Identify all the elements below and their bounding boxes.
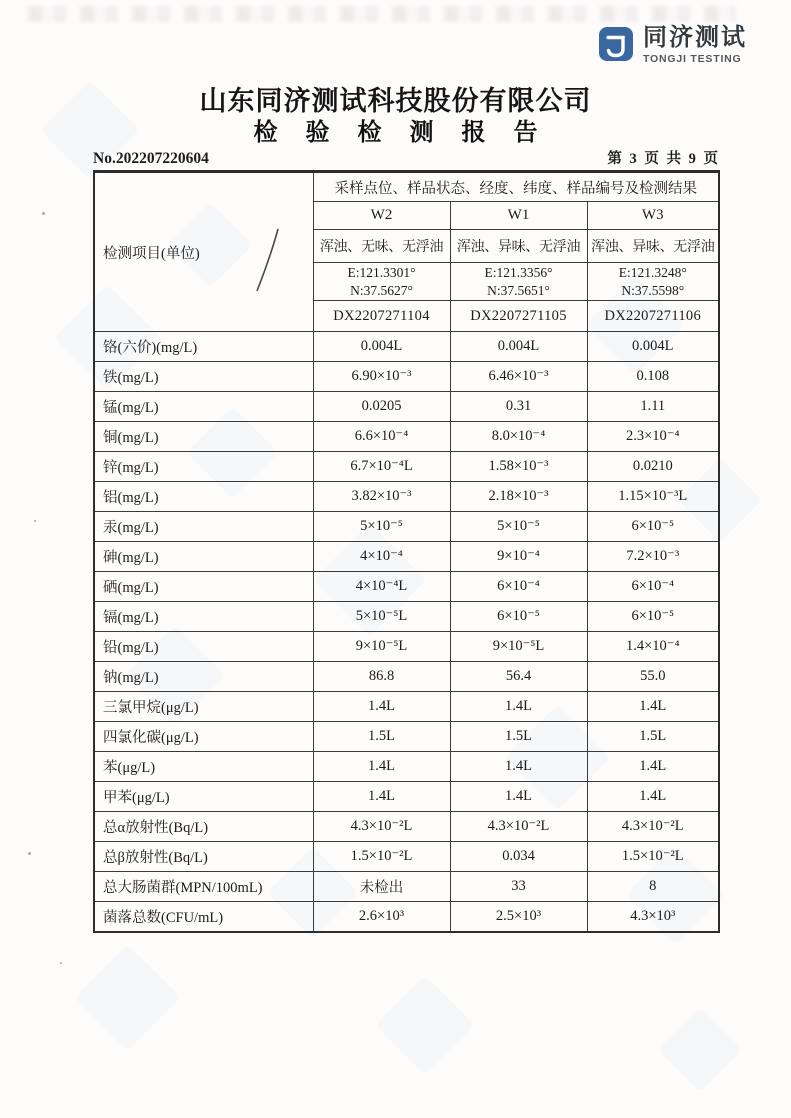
value-cell-w3: 1.5L: [587, 722, 719, 752]
value-cell-w1: 9×10⁻⁴: [450, 542, 587, 572]
watermark-diamond: [376, 976, 475, 1075]
table-row: [94, 422, 719, 452]
table-header-row: [94, 172, 719, 202]
value-cell-w1: 4.3×10⁻²L: [450, 812, 587, 842]
table-row: [94, 722, 719, 752]
item-cell: 三氯甲烷(μg/L): [94, 692, 313, 722]
scan-artifact-band: [28, 6, 736, 22]
value-cell-w3: 0.0210: [587, 452, 719, 482]
table-row: [94, 392, 719, 422]
table-row: [94, 662, 719, 692]
value-cell-w3: 4.3×10³: [587, 902, 719, 933]
value-cell-w3: 0.004L: [587, 332, 719, 362]
point-id-w3: W3: [587, 202, 719, 230]
value-cell-w1: 0.31: [450, 392, 587, 422]
value-cell-w3: 2.3×10⁻⁴: [587, 422, 719, 452]
value-cell-w2: 1.4L: [313, 692, 450, 722]
tongji-logo-icon: [598, 26, 634, 67]
value-cell-w3: 7.2×10⁻³: [587, 542, 719, 572]
value-cell-w1: 8.0×10⁻⁴: [450, 422, 587, 452]
sample-state-w2: 浑浊、无味、无浮油: [313, 230, 450, 263]
logo-name-en: TONGJI TESTING: [643, 53, 742, 65]
value-cell-w1: 1.5L: [450, 722, 587, 752]
value-cell-w2: 5×10⁻⁵: [313, 512, 450, 542]
item-cell: 硒(mg/L): [94, 572, 313, 602]
item-cell: 铝(mg/L): [94, 482, 313, 512]
value-cell-w3: 6×10⁻⁵: [587, 512, 719, 542]
item-cell: 铜(mg/L): [94, 422, 313, 452]
item-cell: 锰(mg/L): [94, 392, 313, 422]
value-cell-w1: 33: [450, 872, 587, 902]
value-cell-w1: 1.4L: [450, 692, 587, 722]
value-cell-w2: 未检出: [313, 872, 450, 902]
value-cell-w3: 0.108: [587, 362, 719, 392]
value-cell-w2: 1.5×10⁻²L: [313, 842, 450, 872]
item-cell: 镉(mg/L): [94, 602, 313, 632]
scan-speck: [60, 962, 62, 964]
value-cell-w3: 55.0: [587, 662, 719, 692]
value-cell-w2: 4×10⁻⁴: [313, 542, 450, 572]
item-cell: 铁(mg/L): [94, 362, 313, 392]
coordinates-w3: [587, 263, 719, 301]
value-cell-w1: 9×10⁻⁵L: [450, 632, 587, 662]
longitude: E:121.3356°: [484, 264, 553, 280]
value-cell-w1: 1.4L: [450, 752, 587, 782]
sample-no-w1: DX2207271105: [450, 301, 587, 332]
sample-state-w1: 浑浊、异味、无浮油: [450, 230, 587, 263]
watermark-diamond: [658, 1008, 743, 1093]
table-row: [94, 512, 719, 542]
point-id-w2: W2: [313, 202, 450, 230]
table-row: [94, 332, 719, 362]
table-row: [94, 692, 719, 722]
sample-state-w3: 浑浊、异味、无浮油: [587, 230, 719, 263]
value-cell-w2: 1.4L: [313, 782, 450, 812]
table-row: [94, 482, 719, 512]
longitude: E:121.3248°: [618, 264, 687, 280]
item-cell: 菌落总数(CFU/mL): [94, 902, 313, 933]
value-cell-w1: 56.4: [450, 662, 587, 692]
sample-no-w2: DX2207271104: [313, 301, 450, 332]
report-title: 检 验 检 测 报 告: [253, 120, 549, 146]
report-number: No.202207220604: [93, 150, 209, 167]
item-header-cell: [94, 172, 313, 332]
longitude: E:121.3301°: [347, 264, 416, 280]
value-cell-w2: 5×10⁻⁵L: [313, 602, 450, 632]
item-cell: 铬(六价)(mg/L): [94, 332, 313, 362]
item-cell: 汞(mg/L): [94, 512, 313, 542]
company-name: 山东同济测试科技股份有限公司: [199, 86, 592, 116]
value-cell-w1: 0.034: [450, 842, 587, 872]
value-cell-w1: 1.58×10⁻³: [450, 452, 587, 482]
value-cell-w3: 1.4L: [587, 752, 719, 782]
value-cell-w3: 1.5×10⁻²L: [587, 842, 719, 872]
table-row: [94, 632, 719, 662]
item-cell: 总α放射性(Bq/L): [94, 812, 313, 842]
value-cell-w3: 8: [587, 872, 719, 902]
page-indicator: 第 3 页 共 9 页: [607, 151, 720, 167]
coordinates-w2: [313, 263, 450, 301]
item-cell: 总大肠菌群(MPN/100mL): [94, 872, 313, 902]
value-cell-w2: 1.4L: [313, 752, 450, 782]
value-cell-w2: 9×10⁻⁵L: [313, 632, 450, 662]
point-id-w1: W1: [450, 202, 587, 230]
item-cell: 铅(mg/L): [94, 632, 313, 662]
handwritten-slash: [245, 225, 285, 295]
meta-row: [93, 147, 720, 168]
value-cell-w2: 6.6×10⁻⁴: [313, 422, 450, 452]
value-cell-w1: 1.4L: [450, 782, 587, 812]
value-cell-w1: 6.46×10⁻³: [450, 362, 587, 392]
value-cell-w2: 2.6×10³: [313, 902, 450, 933]
results-table: [93, 170, 720, 933]
coordinates-w1: [450, 263, 587, 301]
value-cell-w1: 5×10⁻⁵: [450, 512, 587, 542]
value-cell-w2: 4.3×10⁻²L: [313, 812, 450, 842]
value-cell-w2: 0.0205: [313, 392, 450, 422]
item-header-label: 检测项目(单位): [103, 245, 200, 262]
value-cell-w2: 4×10⁻⁴L: [313, 572, 450, 602]
value-cell-w1: 6×10⁻⁵: [450, 602, 587, 632]
value-cell-w3: 1.4L: [587, 692, 719, 722]
value-cell-w2: 3.82×10⁻³: [313, 482, 450, 512]
watermark-diamond: [74, 944, 180, 1050]
value-cell-w3: 1.11: [587, 392, 719, 422]
item-cell: 甲苯(μg/L): [94, 782, 313, 812]
table-row: [94, 812, 719, 842]
value-cell-w3: 1.15×10⁻³L: [587, 482, 719, 512]
table-row: [94, 362, 719, 392]
value-cell-w2: 86.8: [313, 662, 450, 692]
table-row: [94, 572, 719, 602]
value-cell-w1: 0.004L: [450, 332, 587, 362]
value-cell-w2: 0.004L: [313, 332, 450, 362]
value-cell-w2: 1.5L: [313, 722, 450, 752]
table-row: [94, 602, 719, 632]
value-cell-w3: 4.3×10⁻²L: [587, 812, 719, 842]
item-cell: 四氯化碳(μg/L): [94, 722, 313, 752]
results-body: [94, 332, 719, 933]
logo-name-cn: 同济测试: [643, 24, 747, 51]
table-row: [94, 872, 719, 902]
value-cell-w1: 2.5×10³: [450, 902, 587, 933]
value-cell-w2: 6.7×10⁻⁴L: [313, 452, 450, 482]
value-cell-w3: 6×10⁻⁵: [587, 602, 719, 632]
latitude: N:37.5598°: [621, 282, 685, 298]
value-cell-w3: 6×10⁻⁴: [587, 572, 719, 602]
sample-no-w3: DX2207271106: [587, 301, 719, 332]
value-cell-w1: 2.18×10⁻³: [450, 482, 587, 512]
tongji-logo: [598, 26, 747, 67]
table-row: [94, 842, 719, 872]
scan-speck: [34, 520, 36, 522]
table-row: [94, 452, 719, 482]
scan-speck: [28, 852, 31, 855]
table-row: [94, 542, 719, 572]
value-cell-w3: 1.4L: [587, 782, 719, 812]
table-row: [94, 752, 719, 782]
item-cell: 钠(mg/L): [94, 662, 313, 692]
latitude: N:37.5627°: [350, 282, 413, 298]
table-row: [94, 902, 719, 933]
item-cell: 砷(mg/L): [94, 542, 313, 572]
item-cell: 总β放射性(Bq/L): [94, 842, 313, 872]
value-cell-w2: 6.90×10⁻³: [313, 362, 450, 392]
table-row: [94, 782, 719, 812]
item-cell: 苯(μg/L): [94, 752, 313, 782]
value-cell-w1: 6×10⁻⁴: [450, 572, 587, 602]
scan-speck: [42, 212, 45, 215]
item-cell: 锌(mg/L): [94, 452, 313, 482]
value-cell-w3: 1.4×10⁻⁴: [587, 632, 719, 662]
result-header-cell: 采样点位、样品状态、经度、纬度、样品编号及检测结果: [313, 172, 719, 202]
latitude: N:37.5651°: [487, 282, 550, 298]
